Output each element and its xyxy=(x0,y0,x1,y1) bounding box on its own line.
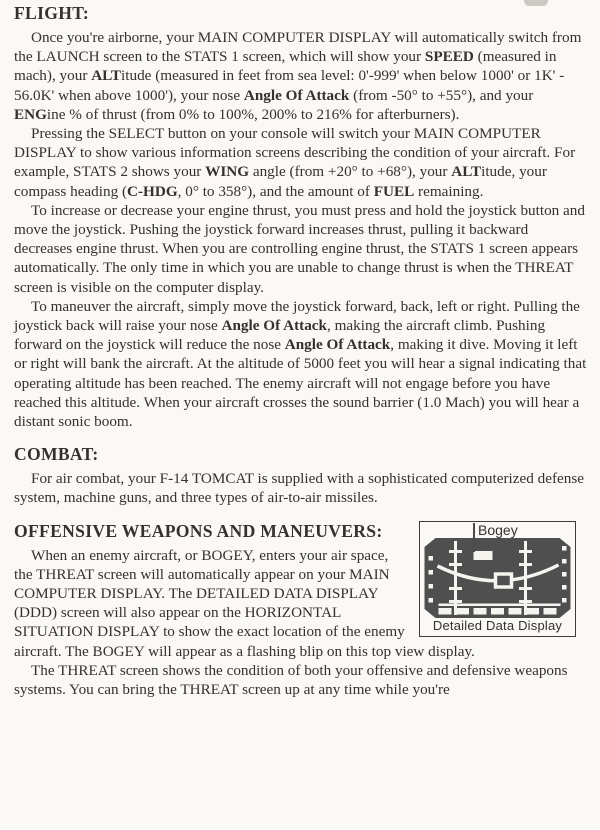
paragraph-thrust: To increase or decrease your engine thrust, you must press and hold the joystick button and move the joystick. Pushing the joystick forward increases thrust, pulling it backward decreases engine thrust. When you are controlling engine thrust, the STATS 1 screen appears automatically. The only time in which you are unable to change thrust is when the THREAT screen is visible on the computer display. xyxy=(14,201,585,296)
bogey-label: Bogey xyxy=(478,521,518,538)
scan-artifact xyxy=(524,0,548,6)
ddd-figure xyxy=(419,521,576,637)
section-flight xyxy=(14,3,588,431)
section-offensive xyxy=(14,521,588,700)
paragraph-maneuver: To maneuver the aircraft, simply move the joystick forward, back, left or right. Pulling the joystick back will raise your nose Angle Of Attack, making the aircraft climb. Pushing forward on the joystick will reduce the nose Angle Of Attack, making it dive. Moving it left or right will bank the aircraft. At the altitude of 5000 feet you will hear a signal indicating that operating altitude has been reached. The enemy aircraft will not engage before you have reached this altitude. When your aircraft crosses the sound barrier (1.0 Mach) you will hear a distant sonic boom. xyxy=(14,297,587,431)
section-heading-flight: FLIGHT: xyxy=(14,3,90,23)
bogey-pointer-line xyxy=(473,523,475,552)
ddd-display-graphic xyxy=(424,538,571,618)
section-heading-combat: COMBAT: xyxy=(14,444,99,465)
paragraph-bogey: When an enemy aircraft, or BOGEY, enters your air space, the THREAT screen will automatically appear on your MAIN COMPUTER DISPLAY. The DETAILED DATA DISPLAY (DDD) screen will also appear on the HORIZONTAL SITUATION DISPLAY to show the exact location of the enemy aircraft. The BOGEY will appear as a flashing blip on this top view display. xyxy=(14,546,475,660)
bogey-blip xyxy=(474,551,493,560)
paragraph-threat-screen: The THREAT screen shows the condition of both your offensive and defensive weapons systems. You can bring the THREAT screen up at any time while you're xyxy=(14,661,568,699)
paragraph-stats1: Once you're airborne, your MAIN COMPUTER DISPLAY will automatically switch from the LAUNCH screen to the STATS 1 screen, which will show your SPEED (measured in mach), your ALTitude (measured in feet from sea level: 0'-999' when below 1000' or 1K' - 56.0K' when above 1000'), your nose Angle Of Attack (from -50° to +55°), and your ENGine % of thrust (from 0% to 100%, 200% to 216% for afterburners). xyxy=(14,29,582,123)
section-heading-offensive: OFFENSIVE WEAPONS AND MANEUVERS: xyxy=(14,520,383,541)
ddd-caption: Detailed Data Display xyxy=(432,617,563,633)
paragraph-combat-intro: For air combat, your F-14 TOMCAT is supplied with a sophisticated computerized defense system, machine guns, and three types of air-to-air missiles. xyxy=(14,470,584,507)
aircraft-marker xyxy=(496,574,512,587)
paragraph-select-button: Pressing the SELECT button on your console will switch your MAIN COMPUTER DISPLAY to show various information screens describing the condition of your aircraft. For example, STATS 2 shows your WING angle (from +20° to +68°), your ALTitude, your compass heading (C-HDG, 0° to 358°), and the amount of FUEL remaining. xyxy=(14,125,576,200)
section-combat xyxy=(14,444,588,507)
